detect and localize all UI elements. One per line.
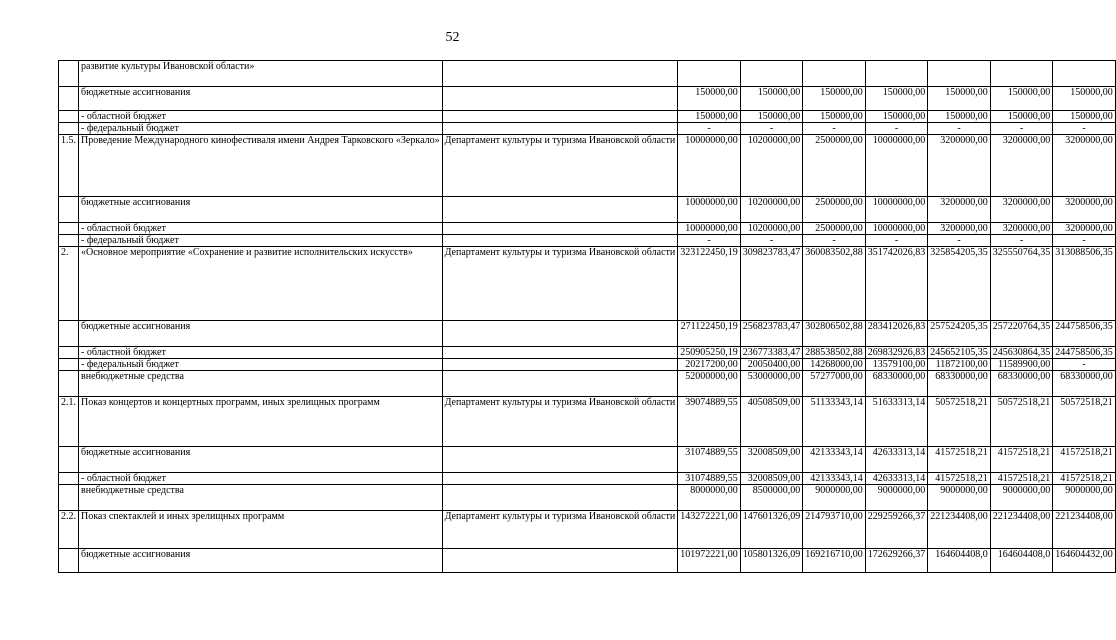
value-cell-year-4: 42633313,14 (865, 473, 928, 485)
value-cell-year-1: 31074889,55 (678, 447, 741, 473)
value-cell-year-7: 68330000,00 (1053, 371, 1116, 397)
value-cell-year-2: 236773383,47 (740, 347, 803, 359)
value-cell-year-1: - (678, 235, 741, 247)
row-name-cell: - федеральный бюджет (79, 123, 443, 135)
row-executor-cell (442, 223, 678, 235)
value-cell-year-2: 10200000,00 (740, 135, 803, 197)
value-cell-year-6: 325550764,35 (990, 247, 1053, 321)
row-name-cell: развитие культуры Ивановской области» (79, 61, 443, 87)
table-row (59, 473, 1116, 485)
value-cell-year-3: - (803, 235, 866, 247)
value-cell-year-7 (1053, 61, 1116, 87)
value-cell-year-1: 150000,00 (678, 111, 741, 123)
value-cell-year-5: 150000,00 (928, 87, 991, 111)
value-cell-year-5: 50572518,21 (928, 397, 991, 447)
value-cell-year-5: - (928, 123, 991, 135)
value-cell-year-4 (865, 61, 928, 87)
value-cell-year-4: 150000,00 (865, 87, 928, 111)
row-number-cell: 2.1. (59, 397, 79, 447)
value-cell-year-1: 10000000,00 (678, 223, 741, 235)
value-cell-year-5: 3200000,00 (928, 223, 991, 235)
value-cell-year-5: 3200000,00 (928, 135, 991, 197)
value-cell-year-3: 42133343,14 (803, 473, 866, 485)
value-cell-year-6: 41572518,21 (990, 473, 1053, 485)
table-row (59, 359, 1116, 371)
row-number-cell (59, 123, 79, 135)
row-executor-cell: Департамент культуры и туризма Ивановской области (442, 247, 678, 321)
value-cell-year-5: 41572518,21 (928, 447, 991, 473)
value-cell-year-5: 9000000,00 (928, 485, 991, 511)
value-cell-year-3: 150000,00 (803, 87, 866, 111)
value-cell-year-7: 313088506,35 (1053, 247, 1116, 321)
value-cell-year-6: 3200000,00 (990, 135, 1053, 197)
row-executor-cell (442, 197, 678, 223)
row-name-cell: - областной бюджет (79, 111, 443, 123)
table-row (59, 485, 1116, 511)
value-cell-year-6: 41572518,21 (990, 447, 1053, 473)
row-name-cell: бюджетные ассигнования (79, 87, 443, 111)
value-cell-year-4: 68330000,00 (865, 371, 928, 397)
value-cell-year-5 (928, 61, 991, 87)
value-cell-year-2: 32008509,00 (740, 447, 803, 473)
row-number-cell (59, 347, 79, 359)
value-cell-year-2: 32008509,00 (740, 473, 803, 485)
row-name-cell: бюджетные ассигнования (79, 447, 443, 473)
value-cell-year-5: 41572518,21 (928, 473, 991, 485)
value-cell-year-3: 360083502,88 (803, 247, 866, 321)
table-row (59, 247, 1116, 321)
row-number-cell (59, 111, 79, 123)
table-row (59, 397, 1116, 447)
row-name-cell: бюджетные ассигнования (79, 197, 443, 223)
value-cell-year-7: 50572518,21 (1053, 397, 1116, 447)
value-cell-year-1: 8000000,00 (678, 485, 741, 511)
row-executor-cell (442, 371, 678, 397)
value-cell-year-7: 244758506,35 (1053, 321, 1116, 347)
value-cell-year-2: - (740, 123, 803, 135)
table-row (59, 549, 1116, 573)
row-number-cell (59, 321, 79, 347)
value-cell-year-5: 257524205,35 (928, 321, 991, 347)
table-row (59, 111, 1116, 123)
value-cell-year-2: 105801326,09 (740, 549, 803, 573)
value-cell-year-3: 14268000,00 (803, 359, 866, 371)
row-executor-cell: Департамент культуры и туризма Ивановской области (442, 511, 678, 549)
value-cell-year-1: 101972221,00 (678, 549, 741, 573)
value-cell-year-1: 10000000,00 (678, 135, 741, 197)
row-executor-cell (442, 235, 678, 247)
row-name-cell: внебюджетные средства (79, 485, 443, 511)
value-cell-year-7: 150000,00 (1053, 111, 1116, 123)
value-cell-year-2: 20050400,00 (740, 359, 803, 371)
value-cell-year-2: 150000,00 (740, 87, 803, 111)
value-cell-year-7: 221234408,00 (1053, 511, 1116, 549)
row-number-cell (59, 447, 79, 473)
value-cell-year-2: 53000000,00 (740, 371, 803, 397)
value-cell-year-4: 13579100,00 (865, 359, 928, 371)
table-row (59, 61, 1116, 87)
value-cell-year-7: 3200000,00 (1053, 135, 1116, 197)
value-cell-year-1: 250905250,19 (678, 347, 741, 359)
table-row (59, 223, 1116, 235)
row-name-cell: бюджетные ассигнования (79, 549, 443, 573)
value-cell-year-4: 10000000,00 (865, 197, 928, 223)
table-row (59, 511, 1116, 549)
value-cell-year-5: 150000,00 (928, 111, 991, 123)
value-cell-year-6: 3200000,00 (990, 223, 1053, 235)
row-executor-cell (442, 347, 678, 359)
value-cell-year-4: 51633313,14 (865, 397, 928, 447)
value-cell-year-7: 3200000,00 (1053, 197, 1116, 223)
value-cell-year-4: - (865, 123, 928, 135)
value-cell-year-2: 10200000,00 (740, 197, 803, 223)
value-cell-year-4: 150000,00 (865, 111, 928, 123)
value-cell-year-2: 256823783,47 (740, 321, 803, 347)
table-row (59, 447, 1116, 473)
value-cell-year-3: 42133343,14 (803, 447, 866, 473)
row-name-cell: - федеральный бюджет (79, 359, 443, 371)
value-cell-year-5: 3200000,00 (928, 197, 991, 223)
value-cell-year-3: 57277000,00 (803, 371, 866, 397)
value-cell-year-1: 10000000,00 (678, 197, 741, 223)
value-cell-year-6: 221234408,00 (990, 511, 1053, 549)
value-cell-year-5: 325854205,35 (928, 247, 991, 321)
row-number-cell (59, 235, 79, 247)
row-executor-cell (442, 549, 678, 573)
value-cell-year-4: 269832926,83 (865, 347, 928, 359)
value-cell-year-6: 9000000,00 (990, 485, 1053, 511)
value-cell-year-3: 169216710,00 (803, 549, 866, 573)
value-cell-year-6: 50572518,21 (990, 397, 1053, 447)
row-number-cell (59, 61, 79, 87)
value-cell-year-5: 245652105,35 (928, 347, 991, 359)
value-cell-year-4: 283412026,83 (865, 321, 928, 347)
value-cell-year-1: - (678, 123, 741, 135)
value-cell-year-3: 2500000,00 (803, 135, 866, 197)
row-number-cell: 1.5. (59, 135, 79, 197)
value-cell-year-1 (678, 61, 741, 87)
row-name-cell: Проведение Международного кинофестиваля имени Андрея Тарковского «Зеркало» (79, 135, 443, 197)
value-cell-year-1: 20217200,00 (678, 359, 741, 371)
row-number-cell (59, 197, 79, 223)
value-cell-year-1: 323122450,19 (678, 247, 741, 321)
table-row (59, 135, 1116, 197)
value-cell-year-6 (990, 61, 1053, 87)
row-name-cell: - областной бюджет (79, 223, 443, 235)
value-cell-year-2: 10200000,00 (740, 223, 803, 235)
table-row (59, 197, 1116, 223)
value-cell-year-3: 2500000,00 (803, 223, 866, 235)
row-name-cell: Показ спектаклей и иных зрелищных программ (79, 511, 443, 549)
row-executor-cell (442, 447, 678, 473)
row-executor-cell (442, 485, 678, 511)
value-cell-year-6: 150000,00 (990, 87, 1053, 111)
value-cell-year-4: - (865, 235, 928, 247)
value-cell-year-4: 229259266,37 (865, 511, 928, 549)
value-cell-year-6: 3200000,00 (990, 197, 1053, 223)
value-cell-year-1: 143272221,00 (678, 511, 741, 549)
value-cell-year-6: 245630864,35 (990, 347, 1053, 359)
value-cell-year-7: 41572518,21 (1053, 447, 1116, 473)
page-number: 52 (445, 30, 460, 45)
value-cell-year-1: 271122450,19 (678, 321, 741, 347)
row-name-cell: - областной бюджет (79, 473, 443, 485)
value-cell-year-5: 221234408,00 (928, 511, 991, 549)
row-name-cell: внебюджетные средства (79, 371, 443, 397)
row-executor-cell (442, 87, 678, 111)
row-number-cell (59, 87, 79, 111)
value-cell-year-5: 68330000,00 (928, 371, 991, 397)
row-number-cell: 2.2. (59, 511, 79, 549)
row-executor-cell (442, 61, 678, 87)
value-cell-year-6: - (990, 235, 1053, 247)
value-cell-year-6: 164604408,0 (990, 549, 1053, 573)
value-cell-year-7: 244758506,35 (1053, 347, 1116, 359)
value-cell-year-3: - (803, 123, 866, 135)
row-name-cell: - областной бюджет (79, 347, 443, 359)
row-name-cell: бюджетные ассигнования (79, 321, 443, 347)
value-cell-year-2: 8500000,00 (740, 485, 803, 511)
row-number-cell (59, 223, 79, 235)
value-cell-year-7: 150000,00 (1053, 87, 1116, 111)
value-cell-year-4: 351742026,83 (865, 247, 928, 321)
value-cell-year-2: 150000,00 (740, 111, 803, 123)
budget-table (58, 60, 1116, 573)
value-cell-year-5: 11872100,00 (928, 359, 991, 371)
value-cell-year-2: - (740, 235, 803, 247)
table-row (59, 371, 1116, 397)
row-executor-cell (442, 321, 678, 347)
table-row (59, 123, 1116, 135)
value-cell-year-7: 41572518,21 (1053, 473, 1116, 485)
value-cell-year-4: 10000000,00 (865, 223, 928, 235)
value-cell-year-4: 9000000,00 (865, 485, 928, 511)
value-cell-year-6: 11589900,00 (990, 359, 1053, 371)
value-cell-year-3: 2500000,00 (803, 197, 866, 223)
value-cell-year-1: 150000,00 (678, 87, 741, 111)
row-executor-cell: Департамент культуры и туризма Ивановской области (442, 135, 678, 197)
value-cell-year-5: 164604408,0 (928, 549, 991, 573)
row-number-cell (59, 485, 79, 511)
row-name-cell: - федеральный бюджет (79, 235, 443, 247)
value-cell-year-6: - (990, 123, 1053, 135)
row-executor-cell (442, 359, 678, 371)
value-cell-year-6: 257220764,35 (990, 321, 1053, 347)
value-cell-year-1: 39074889,55 (678, 397, 741, 447)
value-cell-year-7: 164604432,00 (1053, 549, 1116, 573)
value-cell-year-7: 9000000,00 (1053, 485, 1116, 511)
row-number-cell (59, 371, 79, 397)
row-number-cell (59, 473, 79, 485)
value-cell-year-6: 68330000,00 (990, 371, 1053, 397)
value-cell-year-7: - (1053, 235, 1116, 247)
value-cell-year-3: 51133343,14 (803, 397, 866, 447)
value-cell-year-3: 9000000,00 (803, 485, 866, 511)
value-cell-year-7: 3200000,00 (1053, 223, 1116, 235)
row-executor-cell: Департамент культуры и туризма Ивановской области (442, 397, 678, 447)
row-number-cell (59, 549, 79, 573)
value-cell-year-2 (740, 61, 803, 87)
table-row (59, 87, 1116, 111)
value-cell-year-1: 52000000,00 (678, 371, 741, 397)
value-cell-year-3: 214793710,00 (803, 511, 866, 549)
value-cell-year-3: 302806502,88 (803, 321, 866, 347)
row-name-cell: Показ концертов и концертных программ, иных зрелищных программ (79, 397, 443, 447)
row-executor-cell (442, 473, 678, 485)
value-cell-year-2: 147601326,09 (740, 511, 803, 549)
value-cell-year-6: 150000,00 (990, 111, 1053, 123)
table-row (59, 321, 1116, 347)
table-row (59, 347, 1116, 359)
table-row (59, 235, 1116, 247)
value-cell-year-3 (803, 61, 866, 87)
row-executor-cell (442, 123, 678, 135)
value-cell-year-3: 288538502,88 (803, 347, 866, 359)
value-cell-year-7: - (1053, 359, 1116, 371)
row-name-cell: «Основное мероприятие «Сохранение и развитие исполнительских искусств» (79, 247, 443, 321)
value-cell-year-4: 172629266,37 (865, 549, 928, 573)
value-cell-year-7: - (1053, 123, 1116, 135)
value-cell-year-1: 31074889,55 (678, 473, 741, 485)
value-cell-year-4: 42633313,14 (865, 447, 928, 473)
row-executor-cell (442, 111, 678, 123)
value-cell-year-2: 309823783,47 (740, 247, 803, 321)
value-cell-year-3: 150000,00 (803, 111, 866, 123)
value-cell-year-5: - (928, 235, 991, 247)
row-number-cell (59, 359, 79, 371)
value-cell-year-4: 10000000,00 (865, 135, 928, 197)
row-number-cell: 2. (59, 247, 79, 321)
value-cell-year-2: 40508509,00 (740, 397, 803, 447)
